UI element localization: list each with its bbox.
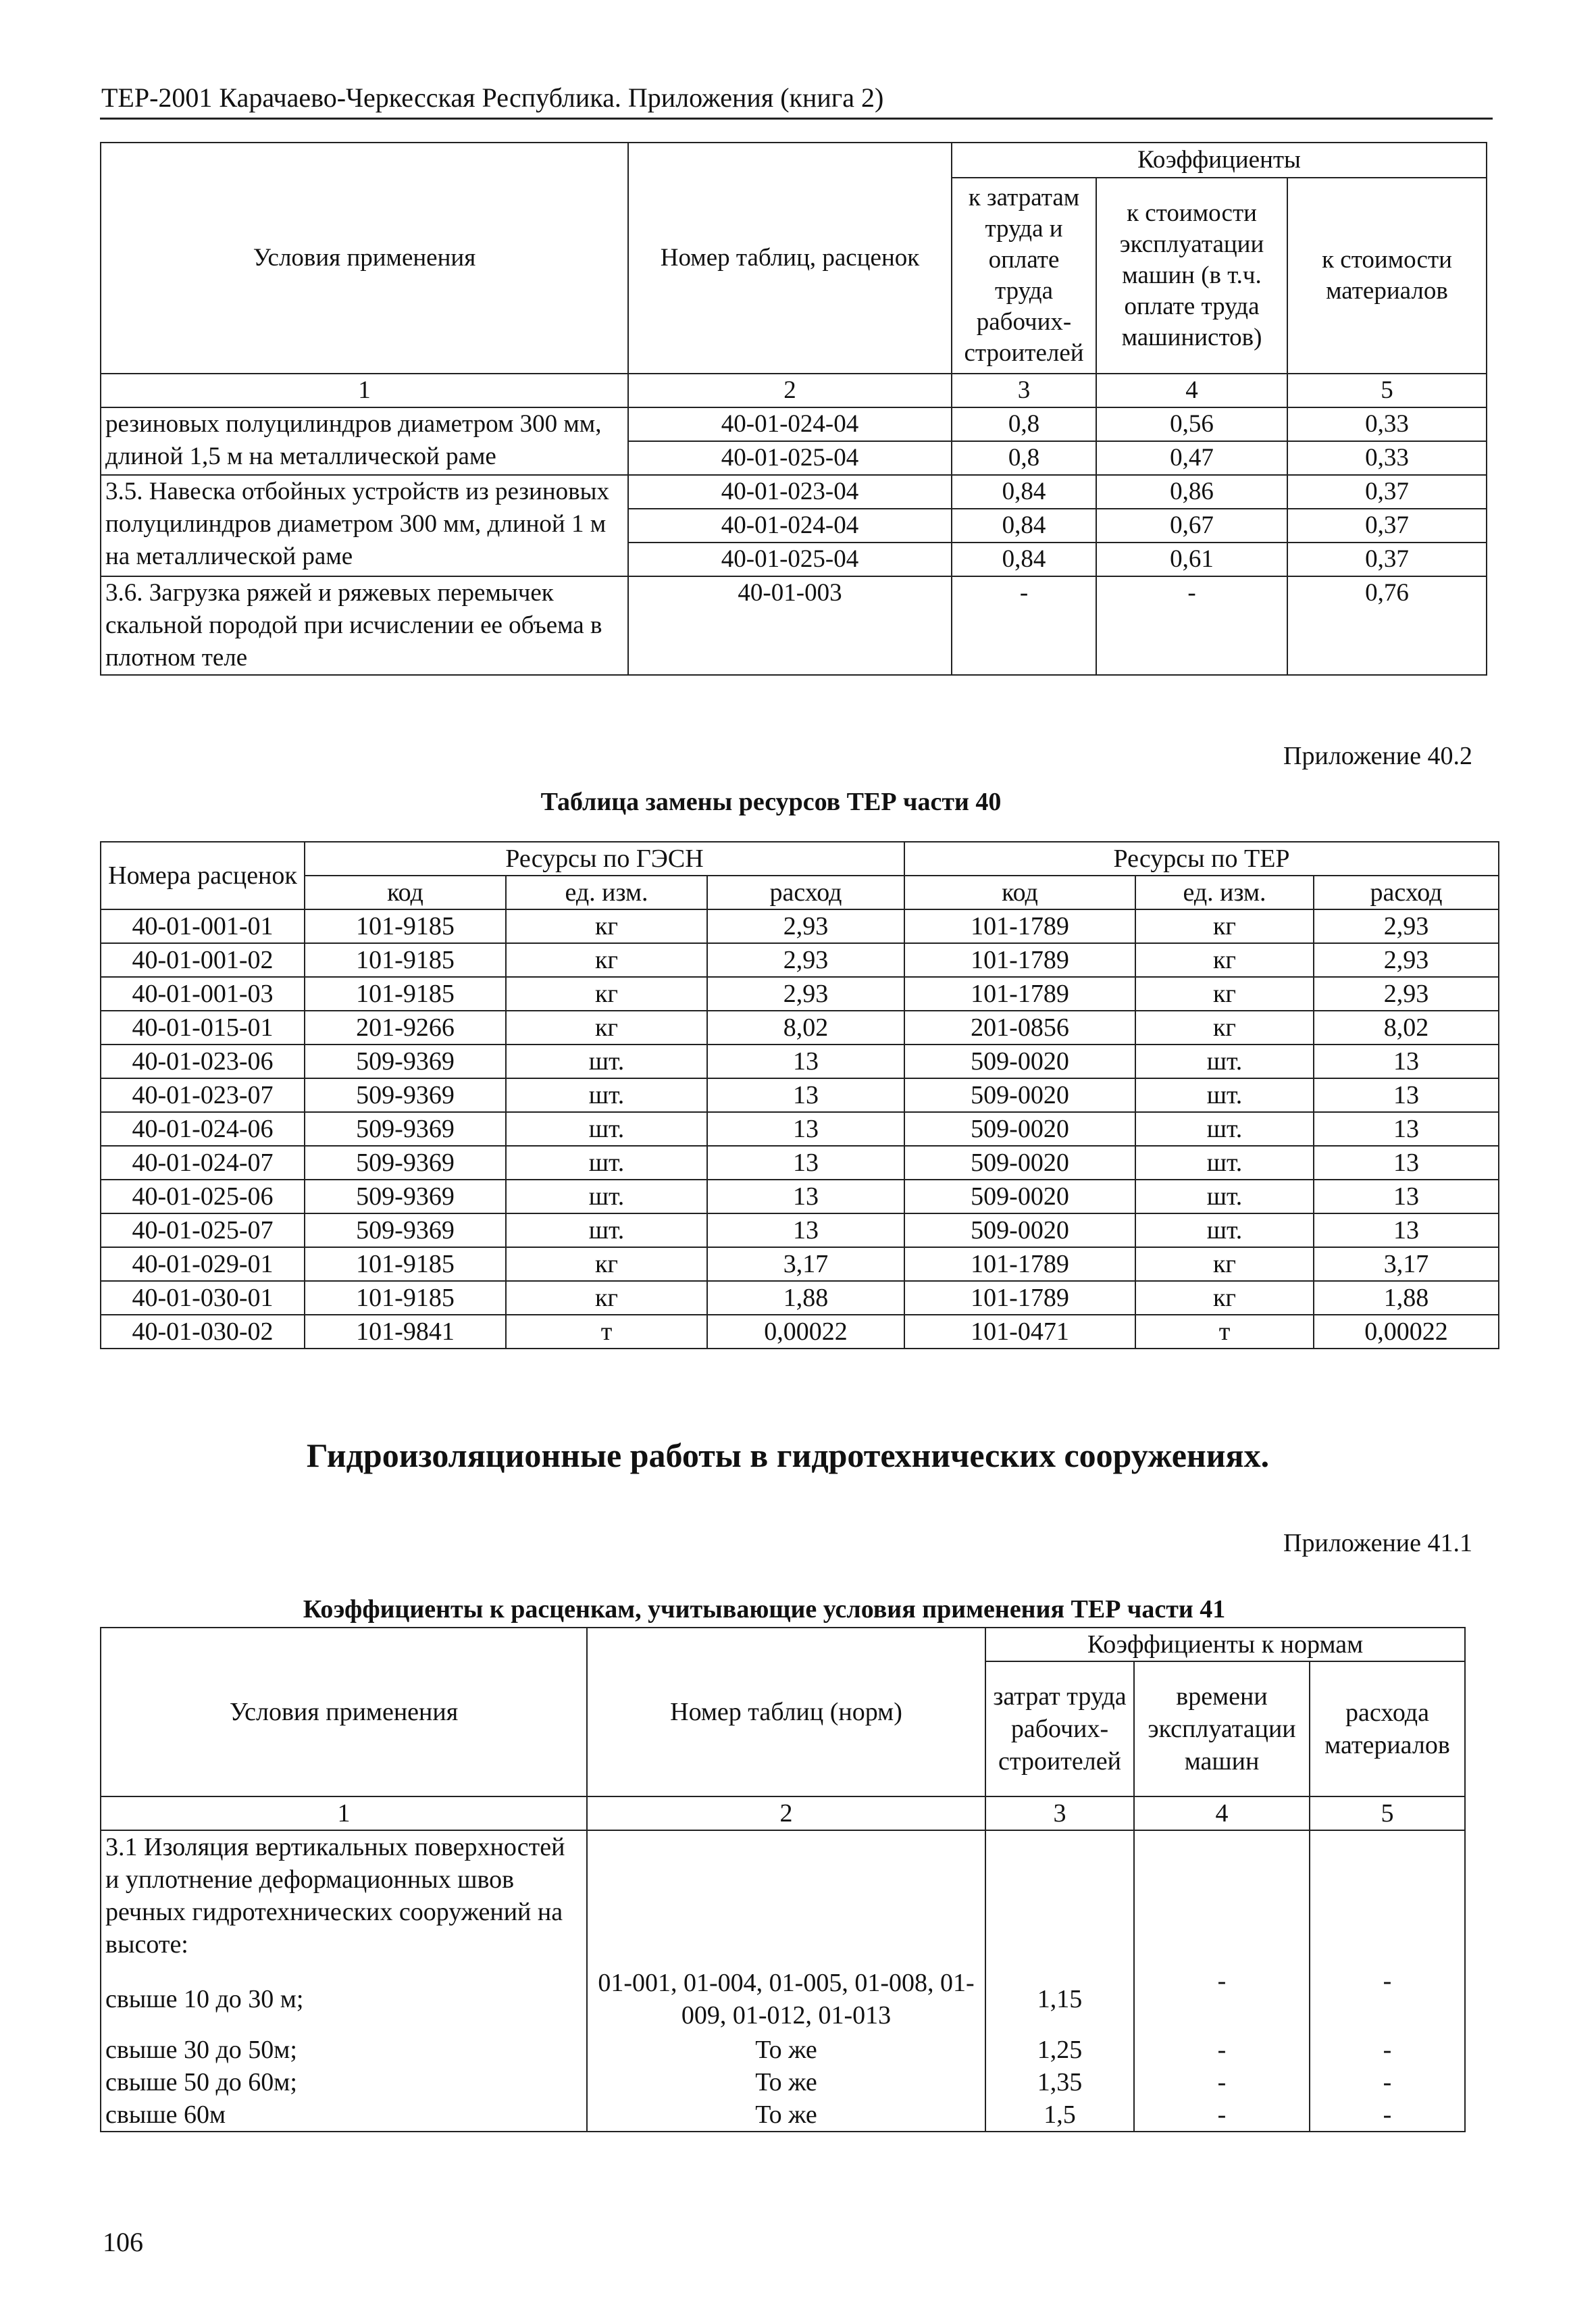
col-number: 2 (628, 374, 952, 407)
material-coef: - (1310, 2098, 1465, 2132)
ter-unit: шт. (1135, 1078, 1314, 1112)
header-materials: расхода материалов (1310, 1661, 1465, 1796)
table-row (101, 1078, 1499, 1112)
gesn-code: 509-9369 (305, 1078, 506, 1112)
gesn-unit: шт. (506, 1146, 707, 1180)
labor-coef: 1,35 (985, 2066, 1134, 2098)
gesn-consumption: 13 (707, 1078, 904, 1112)
machine-coef: 0,67 (1096, 509, 1287, 543)
appendix-label: Приложение 41.1 (1283, 1529, 1472, 1557)
material-coef: 0,33 (1287, 441, 1487, 475)
table-row (101, 1830, 1465, 1965)
rate-number: 40-01-025-07 (101, 1213, 305, 1247)
header-gesn: Ресурсы по ГЭСН (305, 842, 904, 876)
gesn-code: 101-9185 (305, 1281, 506, 1315)
table-number: 01-001, 01-004, 01-005, 01-008, 01-009, 01-012, 01-013 (587, 1965, 985, 2034)
header-coefficients: Коэффициенты (952, 143, 1487, 178)
header-coefficients: Коэффициенты к нормам (985, 1628, 1465, 1661)
ter-code: 101-1789 (904, 943, 1135, 977)
condition-text: резиновых полуцилиндров диаметром 300 мм, длиной 1,5 м на металлической раме (101, 407, 628, 475)
machine-coef: - (1096, 576, 1287, 675)
table-row (101, 977, 1499, 1011)
rate-number: 40-01-025-06 (101, 1180, 305, 1213)
header-unit: ед. изм. (506, 876, 707, 909)
rate-number: 40-01-023-04 (628, 475, 952, 509)
gesn-unit: кг (506, 943, 707, 977)
rate-number: 40-01-024-04 (628, 509, 952, 543)
ter-unit: кг (1135, 1281, 1314, 1315)
ter-code: 509-0020 (904, 1180, 1135, 1213)
ter-code: 509-0020 (904, 1146, 1135, 1180)
gesn-unit: кг (506, 1011, 707, 1045)
col-number: 3 (952, 374, 1096, 407)
rate-number: 40-01-030-01 (101, 1281, 305, 1315)
rate-number: 40-01-001-02 (101, 943, 305, 977)
gesn-consumption: 2,93 (707, 943, 904, 977)
ter-unit: шт. (1135, 1180, 1314, 1213)
ter-consumption: 13 (1314, 1180, 1499, 1213)
ter-unit: шт. (1135, 1146, 1314, 1180)
gesn-code: 101-9185 (305, 1247, 506, 1281)
header-code: код (904, 876, 1135, 909)
ter-code: 509-0020 (904, 1112, 1135, 1146)
header-table-number: Номер таблиц (норм) (587, 1628, 985, 1796)
header-machines: времени эксплуатации машин (1134, 1661, 1310, 1796)
labor-coef: 1,25 (985, 2034, 1134, 2066)
machine-coef: 0,56 (1096, 407, 1287, 441)
empty-cell (1310, 1830, 1465, 1965)
header-unit: ед. изм. (1135, 876, 1314, 909)
ter-unit: шт. (1135, 1213, 1314, 1247)
ter-consumption: 2,93 (1314, 943, 1499, 977)
gesn-consumption: 13 (707, 1213, 904, 1247)
header-table-number: Номер таблиц, расценок (628, 143, 952, 374)
condition-text: 3.5. Навеска отбойных устройств из резиновых полуцилиндров диаметром 300 мм, длиной 1 м на металлической раме (101, 475, 628, 576)
rate-number: 40-01-024-04 (628, 407, 952, 441)
col-number: 4 (1134, 1796, 1310, 1830)
ter-unit: кг (1135, 1247, 1314, 1281)
gesn-unit: шт. (506, 1213, 707, 1247)
labor-coef: 0,84 (952, 543, 1096, 576)
ter-consumption: 3,17 (1314, 1247, 1499, 1281)
ter-unit: кг (1135, 1011, 1314, 1045)
table-number: То же (587, 2098, 985, 2132)
empty-cell (1134, 1830, 1310, 1965)
header-labor: затрат труда рабочих-строителей (985, 1661, 1134, 1796)
gesn-unit: кг (506, 977, 707, 1011)
labor-coef: 0,84 (952, 509, 1096, 543)
rate-number: 40-01-023-06 (101, 1045, 305, 1078)
rate-number: 40-01-025-04 (628, 441, 952, 475)
material-coef: 0,37 (1287, 509, 1487, 543)
ter-consumption: 1,88 (1314, 1281, 1499, 1315)
rate-number: 40-01-024-06 (101, 1112, 305, 1146)
machine-coef: 0,61 (1096, 543, 1287, 576)
table-row (101, 1112, 1499, 1146)
gesn-consumption: 13 (707, 1112, 904, 1146)
gesn-unit: т (506, 1315, 707, 1349)
header-conditions: Условия применения (101, 1628, 587, 1796)
labor-coef: - (952, 576, 1096, 675)
rate-number: 40-01-023-07 (101, 1078, 305, 1112)
table-title: Таблица замены ресурсов ТЕР части 40 (540, 788, 1002, 816)
table-row (101, 2034, 1465, 2066)
header-rate-numbers: Номера расценок (101, 842, 305, 909)
table-row (101, 1146, 1499, 1180)
material-coef: 0,76 (1287, 576, 1487, 675)
gesn-code: 101-9841 (305, 1315, 506, 1349)
ter-unit: кг (1135, 909, 1314, 943)
gesn-unit: шт. (506, 1112, 707, 1146)
table-title: Коэффициенты к расценкам, учитывающие условия применения ТЕР части 41 (303, 1595, 1226, 1624)
table-row (101, 1315, 1499, 1349)
rate-number: 40-01-001-01 (101, 909, 305, 943)
ter-consumption: 13 (1314, 1112, 1499, 1146)
col-number: 4 (1096, 374, 1287, 407)
col-number: 1 (101, 1796, 587, 1830)
coefficients-table-40 (100, 142, 1487, 676)
condition-text: свыше 30 до 50м; (101, 2034, 587, 2066)
gesn-code: 101-9185 (305, 977, 506, 1011)
table-row (101, 1045, 1499, 1078)
ter-code: 101-1789 (904, 909, 1135, 943)
ter-code: 101-1789 (904, 977, 1135, 1011)
rate-number: 40-01-030-02 (101, 1315, 305, 1349)
col-number: 3 (985, 1796, 1134, 1830)
gesn-consumption: 2,93 (707, 977, 904, 1011)
gesn-consumption: 3,17 (707, 1247, 904, 1281)
machine-coef: 0,47 (1096, 441, 1287, 475)
ter-unit: шт. (1135, 1112, 1314, 1146)
empty-cell (985, 1830, 1134, 1965)
ter-consumption: 13 (1314, 1146, 1499, 1180)
table-row (101, 2066, 1465, 2098)
ter-consumption: 2,93 (1314, 977, 1499, 1011)
col-number: 5 (1287, 374, 1487, 407)
table-row (101, 1281, 1499, 1315)
ter-consumption: 8,02 (1314, 1011, 1499, 1045)
header-conditions: Условия применения (101, 143, 628, 374)
resource-replacement-table (100, 841, 1499, 1349)
ter-code: 101-0471 (904, 1315, 1135, 1349)
gesn-unit: кг (506, 909, 707, 943)
ter-code: 509-0020 (904, 1213, 1135, 1247)
gesn-code: 509-9369 (305, 1146, 506, 1180)
ter-unit: кг (1135, 977, 1314, 1011)
material-coef: - (1310, 1965, 1465, 2034)
gesn-code: 509-9369 (305, 1045, 506, 1078)
ter-consumption: 13 (1314, 1045, 1499, 1078)
labor-coef: 1,15 (985, 1965, 1134, 2034)
ter-code: 201-0856 (904, 1011, 1135, 1045)
gesn-unit: кг (506, 1281, 707, 1315)
rate-number: 40-01-029-01 (101, 1247, 305, 1281)
ter-consumption: 0,00022 (1314, 1315, 1499, 1349)
gesn-consumption: 1,88 (707, 1281, 904, 1315)
table-row (101, 576, 1487, 675)
gesn-code: 201-9266 (305, 1011, 506, 1045)
header-consumption: расход (1314, 876, 1499, 909)
running-header: ТЕР-2001 Карачаево-Черкесская Республика. Приложения (книга 2) (101, 82, 884, 113)
condition-text: 3.6. Загрузка ряжей и ряжевых перемычек скальной породой при исчислении ее объема в плотном теле (101, 576, 628, 675)
table-row (101, 1213, 1499, 1247)
header-materials: к стоимости материалов (1287, 178, 1487, 374)
page-number: 106 (103, 2227, 143, 2257)
rate-number: 40-01-003 (628, 576, 952, 675)
section-title: Гидроизоляционные работы в гидротехнических сооружениях. (306, 1436, 1270, 1474)
labor-coef: 0,8 (952, 441, 1096, 475)
col-number: 2 (587, 1796, 985, 1830)
appendix-label: Приложение 40.2 (1283, 742, 1472, 770)
table-row (101, 2098, 1465, 2132)
table-row (101, 943, 1499, 977)
labor-coef: 1,5 (985, 2098, 1134, 2132)
table-number: То же (587, 2066, 985, 2098)
gesn-unit: кг (506, 1247, 707, 1281)
table-row (101, 1180, 1499, 1213)
ter-code: 101-1789 (904, 1281, 1135, 1315)
ter-code: 101-1789 (904, 1247, 1135, 1281)
ter-code: 509-0020 (904, 1045, 1135, 1078)
gesn-unit: шт. (506, 1045, 707, 1078)
header-divider (100, 118, 1493, 120)
header-consumption: расход (707, 876, 904, 909)
coefficients-table-41 (100, 1627, 1466, 2132)
ter-code: 509-0020 (904, 1078, 1135, 1112)
table-row (101, 407, 1487, 441)
labor-coef: 0,8 (952, 407, 1096, 441)
material-coef: 0,37 (1287, 475, 1487, 509)
machine-coef: - (1134, 1965, 1310, 2034)
condition-text: свыше 50 до 60м; (101, 2066, 587, 2098)
table-row (101, 909, 1499, 943)
condition-text: свыше 60м (101, 2098, 587, 2132)
header-labor: к затратам труда и оплате труда рабочих-строителей (952, 178, 1096, 374)
material-coef: 0,33 (1287, 407, 1487, 441)
rate-number: 40-01-025-04 (628, 543, 952, 576)
header-ter: Ресурсы по ТЕР (904, 842, 1499, 876)
table-number: То же (587, 2034, 985, 2066)
col-number: 5 (1310, 1796, 1465, 1830)
gesn-consumption: 13 (707, 1045, 904, 1078)
table-row (101, 475, 1487, 509)
rate-number: 40-01-001-03 (101, 977, 305, 1011)
gesn-unit: шт. (506, 1180, 707, 1213)
gesn-code: 101-9185 (305, 943, 506, 977)
material-coef: 0,37 (1287, 543, 1487, 576)
machine-coef: - (1134, 2066, 1310, 2098)
table-row (101, 1965, 1465, 2034)
empty-cell (587, 1830, 985, 1965)
table-row (101, 1011, 1499, 1045)
ter-unit: шт. (1135, 1045, 1314, 1078)
table-row (101, 1247, 1499, 1281)
labor-coef: 0,84 (952, 475, 1096, 509)
machine-coef: - (1134, 2098, 1310, 2132)
gesn-consumption: 2,93 (707, 909, 904, 943)
ter-consumption: 2,93 (1314, 909, 1499, 943)
rate-number: 40-01-015-01 (101, 1011, 305, 1045)
gesn-consumption: 13 (707, 1180, 904, 1213)
gesn-code: 509-9369 (305, 1112, 506, 1146)
condition-text: 3.1 Изоляция вертикальных поверхностей и уплотнение деформационных швов речных гидротехнических сооружений на высоте: (101, 1830, 587, 1965)
gesn-code: 101-9185 (305, 909, 506, 943)
condition-text: свыше 10 до 30 м; (101, 1965, 587, 2034)
ter-unit: т (1135, 1315, 1314, 1349)
ter-unit: кг (1135, 943, 1314, 977)
gesn-consumption: 8,02 (707, 1011, 904, 1045)
machine-coef: - (1134, 2034, 1310, 2066)
rate-number: 40-01-024-07 (101, 1146, 305, 1180)
material-coef: - (1310, 2034, 1465, 2066)
col-number: 1 (101, 374, 628, 407)
header-machines: к стоимости эксплуатации машин (в т.ч. оплате труда машинистов) (1096, 178, 1287, 374)
gesn-consumption: 0,00022 (707, 1315, 904, 1349)
ter-consumption: 13 (1314, 1078, 1499, 1112)
machine-coef: 0,86 (1096, 475, 1287, 509)
gesn-code: 509-9369 (305, 1180, 506, 1213)
material-coef: - (1310, 2066, 1465, 2098)
gesn-unit: шт. (506, 1078, 707, 1112)
gesn-code: 509-9369 (305, 1213, 506, 1247)
gesn-consumption: 13 (707, 1146, 904, 1180)
ter-consumption: 13 (1314, 1213, 1499, 1247)
header-code: код (305, 876, 506, 909)
